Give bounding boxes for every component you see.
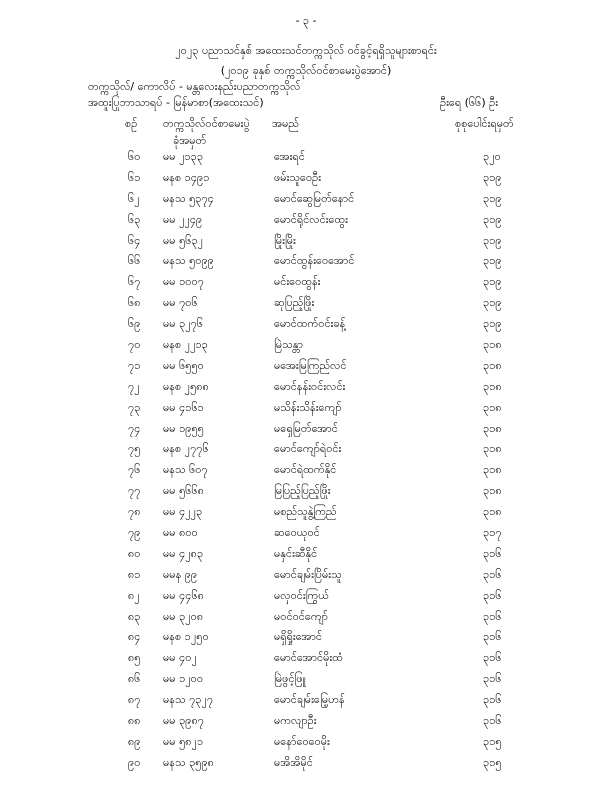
total-score: ၃၁၇ bbox=[483, 526, 502, 540]
student-name: ဆုပြည့်ဖြိုး bbox=[274, 296, 315, 310]
roll-number: မမ ၃၉၈၇ bbox=[163, 714, 204, 728]
row-number: ၇၁ bbox=[128, 358, 141, 372]
total-score: ၃၁၈ bbox=[483, 484, 502, 498]
row-number: ၆၂ bbox=[128, 191, 140, 205]
row-number: ၇၃ bbox=[128, 400, 141, 414]
student-name: မနော်ဝေဝေမိုး bbox=[274, 734, 330, 748]
table-row bbox=[0, 735, 612, 756]
student-name: မြပြည့်ပြည့်ဖြိုး bbox=[274, 484, 331, 498]
student-name: မြိုးမြိုး bbox=[274, 233, 296, 247]
roll-number: မနစ ၁၄၉၁ bbox=[163, 170, 210, 184]
table-row bbox=[0, 651, 612, 672]
row-number: ၇၆ bbox=[128, 463, 141, 477]
table-row bbox=[0, 338, 612, 359]
cutoff-line: ဦးရေ (၆၆) ဦး bbox=[440, 96, 499, 109]
row-number: ၆၇ bbox=[128, 275, 141, 289]
student-name: မောင်အောင်မိုးထံ bbox=[274, 651, 343, 665]
row-number: ၈၆ bbox=[128, 672, 141, 686]
header-roll-line2: ခုံအမှတ် bbox=[173, 134, 207, 147]
row-number: ၇၈ bbox=[128, 505, 141, 519]
student-name: မောင်ထက်ဝင်းခန့် bbox=[274, 317, 346, 331]
roll-number: မမ ၄၂၈၃ bbox=[163, 546, 204, 560]
total-score: ၃၁၉ bbox=[483, 212, 502, 226]
total-score: ၃၁၆ bbox=[483, 651, 502, 665]
table-row bbox=[0, 547, 612, 568]
roll-number: မမ ၅၆၃၂ bbox=[163, 233, 204, 247]
student-name: မနှင်းဆီနိုင် bbox=[274, 546, 318, 560]
table-row bbox=[0, 756, 612, 777]
student-name: မောင်ရဲထက်နိုင် bbox=[274, 463, 337, 477]
total-score: ၃၁၆ bbox=[483, 609, 502, 623]
table-row bbox=[0, 610, 612, 631]
row-number: ၇၉ bbox=[128, 526, 141, 540]
table-row bbox=[0, 484, 612, 505]
roll-number: မမ ၄၀၂ bbox=[163, 651, 197, 665]
total-score: ၃၁၈ bbox=[483, 338, 502, 352]
student-name: မောင်ချမ်းမြေ့ဟန် bbox=[274, 693, 345, 707]
row-number: ၈၂ bbox=[128, 588, 140, 602]
university-line: တက္ကသိုလ်/ ကောလိပ် - မန္တလေးနည်းပညာတက္ကသိုလ် bbox=[88, 80, 301, 93]
total-score: ၃၁၈ bbox=[483, 358, 502, 372]
student-name: မြဲဖွင့်ဖြူ bbox=[274, 672, 306, 686]
header-name: အမည် bbox=[272, 117, 300, 130]
roll-number: မနစ ၂၅၈၈ bbox=[163, 379, 209, 393]
row-number: ၆၀ bbox=[128, 150, 141, 163]
total-score: ၃၁၈ bbox=[483, 463, 502, 477]
total-score: ၃၁၉ bbox=[483, 170, 502, 184]
student-name: မြဲသန္တာ bbox=[274, 338, 303, 352]
document-title: ၂၀၂၃ ပညာသင်နှစ် အထေးသင်တက္ကသိုလ် ဝင်ခွင့်ရရှိသူများစာရင်း bbox=[175, 44, 437, 57]
page-number: - ၃ - bbox=[295, 14, 317, 27]
student-name: မဝင်ဝင်ကျော် bbox=[274, 609, 328, 623]
roll-number: မမ ၂၂၄၉ bbox=[163, 212, 203, 226]
table-row bbox=[0, 672, 612, 693]
roll-number: မနသ ၇၃၂၇ bbox=[163, 693, 214, 707]
row-number: ၆၈ bbox=[128, 296, 141, 310]
roll-number: မမ ၄၂၂၃ bbox=[163, 505, 203, 519]
table-row bbox=[0, 693, 612, 714]
roll-number: မနသ ၃၅၉၈ bbox=[163, 755, 214, 769]
subject-line: အထူးပြုဘာသာရပ် - မြန်မာစာ(အထေးသင်) bbox=[88, 96, 264, 109]
roll-number: မနစ ၂၂၁၃ bbox=[163, 338, 208, 352]
roll-number: မမ ၁၂၀၀ bbox=[163, 672, 204, 686]
total-score: ၃၁၉ bbox=[483, 233, 502, 247]
table-row bbox=[0, 442, 612, 463]
total-score: ၃၁၈ bbox=[483, 505, 502, 519]
roll-number: မမ ၆၅၅၀ bbox=[163, 358, 204, 372]
row-number: ၇၄ bbox=[128, 421, 141, 435]
roll-number: မမ ၇၀၆ bbox=[163, 296, 198, 310]
row-number: ၇၀ bbox=[128, 338, 141, 352]
row-number: ၉၀ bbox=[128, 755, 141, 769]
roll-number: မမ ၄၄၆၈ bbox=[163, 588, 204, 602]
total-score: ၃၁၈ bbox=[483, 421, 502, 435]
student-name: မောင်ဆွေမြတ်နောင် bbox=[274, 191, 355, 205]
table-row bbox=[0, 526, 612, 547]
header-score: စုစုပေါင်းရမှတ် bbox=[455, 117, 514, 130]
student-name: မောင်ရိုင်လင်းထွေး bbox=[274, 212, 348, 226]
table-row bbox=[0, 254, 612, 275]
total-score: ၃၁၈ bbox=[483, 400, 502, 414]
row-number: ၈၇ bbox=[128, 693, 141, 707]
student-name: မင်းဝေထွန်း bbox=[274, 275, 321, 289]
total-score: ၃၂၀ bbox=[483, 150, 501, 163]
header-no: စဉ် bbox=[125, 117, 138, 130]
row-number: ၇၅ bbox=[128, 442, 141, 456]
total-score: ၃၁၉ bbox=[483, 317, 502, 331]
total-score: ၃၁၈ bbox=[483, 379, 502, 393]
total-score: ၃၁၆ bbox=[483, 630, 502, 644]
student-name: မသိန်းသိန်းကျော် bbox=[274, 400, 342, 414]
student-name: မရှိရှိုးအောင် bbox=[274, 630, 322, 644]
student-name: မောင်နန်းဝင်းလင်း bbox=[274, 379, 346, 393]
total-score: ၃၁၉ bbox=[483, 296, 502, 310]
table-row bbox=[0, 317, 612, 338]
total-score: ၃၁၉ bbox=[483, 275, 502, 289]
table-row bbox=[0, 380, 612, 401]
row-number: ၈၃ bbox=[128, 609, 141, 623]
roll-number: မနသ ၅၀၉၉ bbox=[163, 254, 214, 268]
row-number: ၆၆ bbox=[128, 254, 141, 268]
total-score: ၃၁၆ bbox=[483, 567, 502, 581]
table-row bbox=[0, 463, 612, 484]
total-score: ၃၁၈ bbox=[483, 442, 502, 456]
total-score: ၃၁၆ bbox=[483, 714, 502, 728]
row-number: ၈၅ bbox=[128, 651, 141, 665]
student-name: အေးရင် bbox=[274, 150, 305, 163]
table-row bbox=[0, 630, 612, 651]
header-roll: တက္ကသိုလ်ဝင်စာမေးပွဲ bbox=[163, 117, 250, 130]
roll-number: မမ ၃၂၇၆ bbox=[163, 317, 204, 331]
roll-number: မမန ၉၉ bbox=[163, 567, 198, 581]
student-name: မောင်ထွန်းဝေအောင် bbox=[274, 254, 355, 268]
total-score: ၃၁၆ bbox=[483, 693, 502, 707]
row-number: ၇၂ bbox=[128, 379, 140, 393]
student-name: မကလျာဦး bbox=[274, 714, 317, 728]
document-subtitle: (၂၀၁၉ ခုနှစ် တက္ကသိုလ်ဝင်စာမေးပွဲအောင်) bbox=[220, 64, 392, 77]
total-score: ၃၁၆ bbox=[483, 588, 502, 602]
student-name: မအေးမြကြည်လင် bbox=[274, 358, 347, 372]
table-row bbox=[0, 275, 612, 296]
student-name: ဖမ်းသူဝေဦး bbox=[274, 170, 322, 184]
row-number: ၈၀ bbox=[128, 546, 141, 560]
total-score: ၃၁၉ bbox=[483, 254, 502, 268]
total-score: ၃၁၉ bbox=[483, 191, 502, 205]
row-number: ၆၃ bbox=[128, 212, 141, 226]
table-row bbox=[0, 568, 612, 589]
roll-number: မနစ ၁၂၅၀ bbox=[163, 630, 209, 644]
table-row bbox=[0, 150, 612, 171]
row-number: ၆၄ bbox=[128, 233, 141, 247]
roll-number: မမ ၄၁၆၁ bbox=[163, 400, 204, 414]
table-row bbox=[0, 192, 612, 213]
table-row bbox=[0, 296, 612, 317]
student-name: မအိအိမိုင် bbox=[274, 755, 313, 769]
table-row bbox=[0, 401, 612, 422]
row-number: ၈၉ bbox=[128, 734, 141, 748]
row-number: ၆၁ bbox=[128, 170, 141, 184]
student-name: မောင်ကျော်ရဲဝင်း bbox=[274, 442, 342, 456]
total-score: ၃၁၆ bbox=[483, 672, 502, 686]
total-score: ၃၁၆ bbox=[483, 546, 502, 560]
total-score: ၃၁၅ bbox=[483, 734, 502, 748]
roll-number: မမ ၃၂၀၈ bbox=[163, 609, 204, 623]
row-number: ၈၄ bbox=[128, 630, 141, 644]
table-row bbox=[0, 213, 612, 234]
roll-number: မမ ၈၀၀ bbox=[163, 526, 198, 540]
roll-number: မနသ ၅၃၇၄ bbox=[163, 191, 214, 205]
table-row bbox=[0, 505, 612, 526]
row-number: ၈၁ bbox=[128, 567, 141, 581]
roll-number: မနသ ၆၀၇ bbox=[163, 463, 208, 477]
table-row bbox=[0, 234, 612, 255]
roll-number: မမ ၂၁၃၃ bbox=[163, 150, 204, 163]
roll-number: မမ ၁၀၀၇ bbox=[163, 275, 204, 289]
total-score: ၃၁၅ bbox=[483, 755, 502, 769]
table-row bbox=[0, 359, 612, 380]
roll-number: မမ ၅၆၆၈ bbox=[163, 484, 204, 498]
roll-number: မမ ၅၈၂၁ bbox=[163, 734, 204, 748]
row-number: ၇၇ bbox=[128, 484, 141, 498]
student-name: မောင်ချမ်းပြိမ်းသူ bbox=[274, 567, 342, 581]
table-row bbox=[0, 589, 612, 610]
student-name: မရှေမြတ်အောင် bbox=[274, 421, 338, 435]
student-name: မစည်သူနွဲ့ကြည် bbox=[274, 505, 337, 519]
table-row bbox=[0, 171, 612, 192]
roll-number: မမ ၁၉၅၅ bbox=[163, 421, 204, 435]
table-row bbox=[0, 714, 612, 735]
table-row bbox=[0, 422, 612, 443]
student-name: မလှဝင်းကြွယ် bbox=[274, 588, 329, 602]
student-name: ဆဝေယုဝင် bbox=[274, 526, 320, 540]
roll-number: မနစ ၂၇၇၆ bbox=[163, 442, 209, 456]
results-list bbox=[0, 150, 612, 777]
row-number: ၆၉ bbox=[128, 317, 141, 331]
row-number: ၈၈ bbox=[128, 714, 141, 728]
